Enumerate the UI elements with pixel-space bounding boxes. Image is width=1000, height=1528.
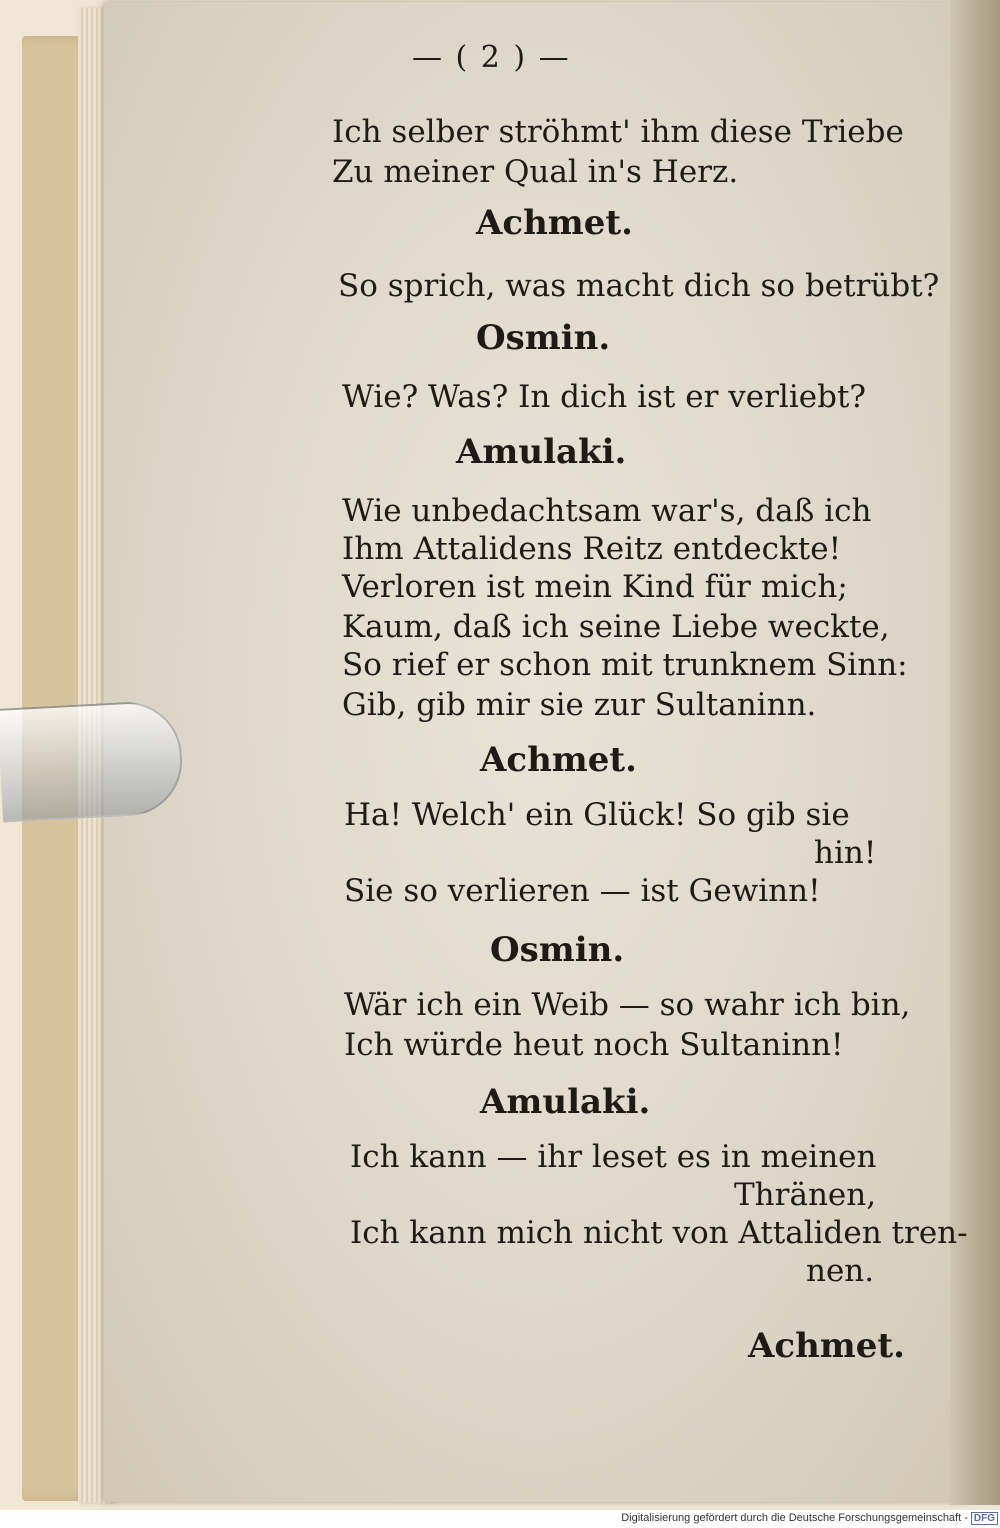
- text-line: hin!: [814, 835, 877, 871]
- text-line: Ihm Attalidens Reitz entdeckte!: [342, 531, 842, 567]
- text-line: Ich kann — ihr leset es in meinen: [350, 1139, 877, 1175]
- text-line: So sprich, was macht dich so betrübt?: [338, 268, 940, 304]
- text-line: Gib, gib mir sie zur Sultaninn.: [342, 687, 817, 723]
- credit-text: Digitalisierung gefördert durch die Deutsche Forschungsgemeinschaft -: [621, 1512, 968, 1524]
- text-line: Ich kann mich nicht von Attaliden tren-: [350, 1215, 968, 1251]
- speaker-name: Osmin.: [476, 318, 611, 358]
- speaker-name: Amulaki.: [456, 432, 627, 472]
- text-line: Ich würde heut noch Sultaninn!: [344, 1027, 844, 1063]
- text-line: So rief er schon mit trunknem Sinn:: [342, 647, 908, 683]
- book-gutter: [950, 0, 1000, 1505]
- page-number: — ( 2 ) —: [412, 40, 571, 75]
- text-line: Verloren ist mein Kind für mich;: [342, 569, 848, 605]
- text-line: Thränen,: [734, 1177, 877, 1213]
- text-line: nen.: [806, 1253, 875, 1289]
- text-line: Wär ich ein Weib — so wahr ich bin,: [344, 987, 911, 1023]
- text-line: Ich selber ströhmt' ihm diese Triebe: [332, 114, 904, 150]
- page-clip: [0, 699, 185, 822]
- speaker-name: Achmet.: [480, 740, 637, 780]
- text-line: Kaum, daß ich seine Liebe weckte,: [342, 609, 890, 645]
- digitization-credit: [621, 1512, 998, 1525]
- text-line: Zu meiner Qual in's Herz.: [332, 154, 739, 190]
- dfg-logo: DFG: [971, 1512, 998, 1525]
- speaker-name: Achmet.: [748, 1326, 905, 1366]
- text-line: Ha! Welch' ein Glück! So gib sie: [344, 797, 850, 833]
- text-line: Sie so verlieren — ist Gewinn!: [344, 873, 821, 909]
- text-line: Wie? Was? In dich ist er verliebt?: [342, 379, 867, 415]
- speaker-name: Amulaki.: [480, 1082, 651, 1122]
- speaker-name: Achmet.: [476, 203, 633, 243]
- text-line: Wie unbedachtsam war's, daß ich: [342, 493, 872, 529]
- speaker-name: Osmin.: [490, 930, 625, 970]
